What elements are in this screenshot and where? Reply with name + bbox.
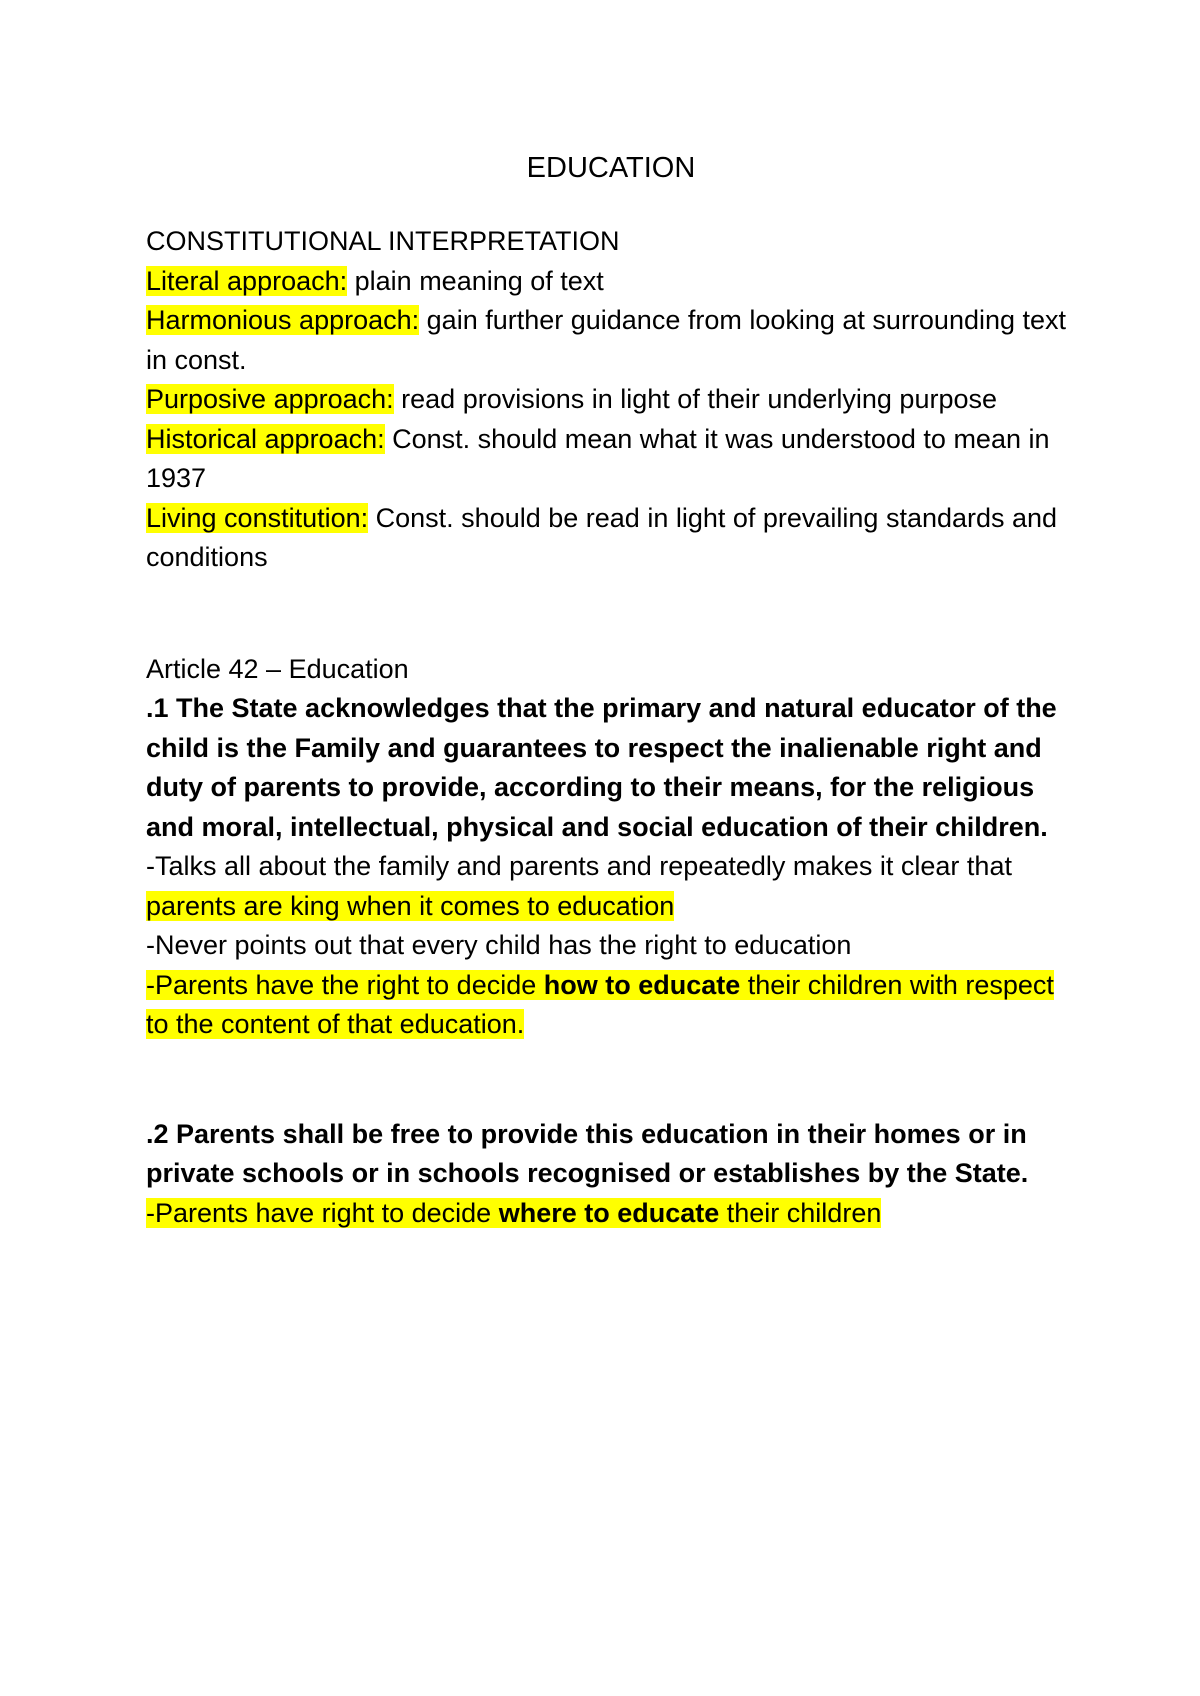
note-family — [146, 847, 1076, 926]
approach-literal — [146, 262, 1076, 302]
section-heading: CONSTITUTIONAL INTERPRETATION — [146, 226, 620, 256]
term-highlight: Purposive approach: — [146, 384, 394, 414]
approach-purposive — [146, 380, 1076, 420]
term-highlight: Literal approach: — [146, 265, 348, 296]
term-description: Const. should be read in light of prevailing standards and conditions — [146, 502, 1058, 572]
approach-historical — [146, 420, 1076, 499]
note-highlight-bold: where to educate — [498, 1197, 720, 1228]
note-how-to-educate — [146, 966, 1076, 1045]
spacer — [146, 1045, 1076, 1115]
note-highlight-bold: how to educate — [543, 969, 741, 1000]
note-highlight: their children — [719, 1197, 882, 1228]
approach-living-constitution — [146, 499, 1076, 578]
article-clause-1: .1 The State acknowledges that the primary and natural educator of the child is the Family and guarantees to respect the inalienable right and duty of parents to provide, according to their means, for the religious and moral, intellectual, physical and social education of their children. — [146, 693, 1057, 842]
note-highlight: -Parents have the right to decide — [146, 969, 544, 1000]
article-clause-2: .2 Parents shall be free to provide this education in their homes or in private schools or in schools recognised or establishes by the State. — [146, 1118, 1029, 1188]
note-highlight: parents are king when it comes to education — [146, 890, 675, 921]
note-child-right: -Never points out that every child has the right to education — [146, 930, 852, 960]
note-where-to-educate — [146, 1194, 1076, 1234]
note-text: -Talks all about the family and parents and repeatedly makes it clear that — [146, 851, 1012, 881]
term-description: gain further guidance from looking at surrounding text in const. — [146, 305, 1067, 375]
spacer — [146, 578, 1076, 650]
approach-harmonious — [146, 301, 1076, 380]
term-description: plain meaning of text — [347, 265, 604, 296]
term-highlight: Living constitution: — [146, 502, 369, 533]
term-highlight: Historical approach: — [146, 423, 385, 454]
document-title: EDUCATION — [526, 152, 696, 184]
note-highlight: their children with respect to the content of that education. — [146, 969, 1054, 1039]
article-heading: Article 42 – Education — [146, 653, 409, 684]
term-description: Const. should mean what it was understood to mean in 1937 — [146, 423, 1050, 493]
note-highlight: -Parents have right to decide — [146, 1197, 499, 1228]
document-body — [146, 146, 1076, 1233]
term-highlight: Harmonious approach: — [146, 305, 420, 335]
term-description: read provisions in light of their underlying purpose — [393, 384, 998, 414]
